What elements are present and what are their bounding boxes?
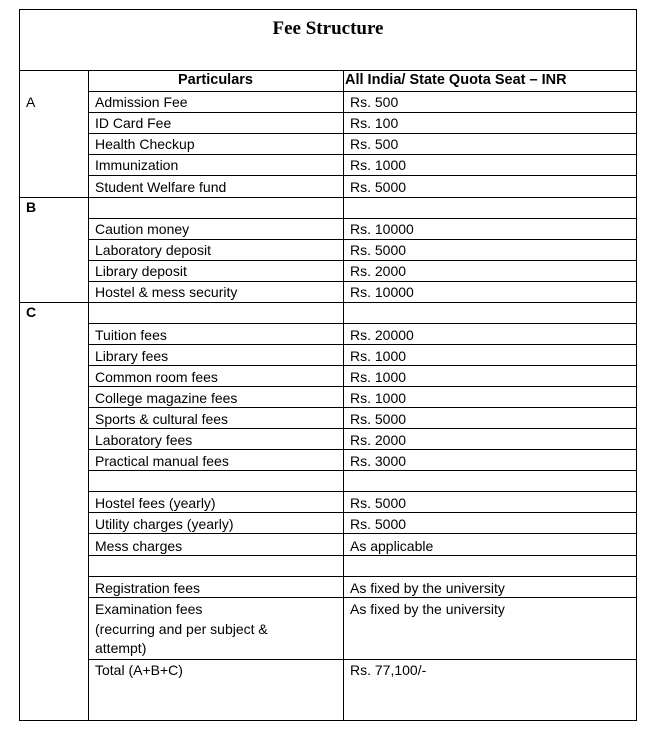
amount-cell: Rs. 3000 xyxy=(350,453,407,469)
column-divider-1 xyxy=(88,70,89,720)
particular-cell: Utility charges (yearly) xyxy=(95,516,234,532)
section-divider-ab xyxy=(19,197,637,198)
particular-cell: Mess charges xyxy=(95,538,183,554)
amount-cell: As fixed by the university xyxy=(350,580,505,596)
amount-cell: Rs. 1000 xyxy=(350,348,407,364)
table-border-bottom xyxy=(19,720,637,721)
particular-cell: Examination fees xyxy=(95,601,203,617)
header-amount: All India/ State Quota Seat – INR xyxy=(345,72,567,88)
particular-cell: Laboratory fees xyxy=(95,432,193,448)
particular-cell: Common room fees xyxy=(95,369,218,385)
particular-cell: Hostel & mess security xyxy=(95,284,238,300)
particular-cell: Student Welfare fund xyxy=(95,179,227,195)
table-border-top xyxy=(19,9,637,10)
particular-cell: Library deposit xyxy=(95,263,187,279)
header-particulars: Particulars xyxy=(178,72,253,88)
page-title: Fee Structure xyxy=(272,18,384,39)
particular-cell: Caution money xyxy=(95,221,190,237)
section-divider-bc xyxy=(19,302,637,303)
amount-cell: Rs. 500 xyxy=(350,136,399,152)
particular-cell: Sports & cultural fees xyxy=(95,411,229,427)
particular-cell: Laboratory deposit xyxy=(95,242,211,258)
total-label: Total (A+B+C) xyxy=(95,662,183,678)
particular-cell: (recurring and per subject & xyxy=(95,621,268,637)
particular-cell: College magazine fees xyxy=(95,390,238,406)
particular-cell: Health Checkup xyxy=(95,136,195,152)
amount-cell: Rs. 1000 xyxy=(350,157,407,173)
section-label-c: C xyxy=(26,304,37,320)
particular-cell: attempt) xyxy=(95,640,147,656)
column-divider-2 xyxy=(343,70,344,720)
amount-cell: Rs. 5000 xyxy=(350,411,407,427)
particular-cell: Hostel fees (yearly) xyxy=(95,495,216,511)
title-divider xyxy=(19,70,637,71)
amount-cell: Rs. 1000 xyxy=(350,390,407,406)
amount-cell: Rs. 10000 xyxy=(350,221,414,237)
amount-cell: Rs. 5000 xyxy=(350,179,407,195)
particular-cell: Registration fees xyxy=(95,580,201,596)
amount-cell: As fixed by the university xyxy=(350,601,505,617)
particular-cell: Practical manual fees xyxy=(95,453,229,469)
amount-cell: Rs. 1000 xyxy=(350,369,407,385)
amount-cell: Rs. 10000 xyxy=(350,284,414,300)
amount-cell: As applicable xyxy=(350,538,434,554)
table-border-left xyxy=(19,9,20,720)
particular-cell: Admission Fee xyxy=(95,94,188,110)
particular-cell: ID Card Fee xyxy=(95,115,172,131)
particular-cell: Immunization xyxy=(95,157,179,173)
particular-cell: Library fees xyxy=(95,348,169,364)
total-amount: Rs. 77,100/- xyxy=(350,662,427,678)
amount-cell: Rs. 5000 xyxy=(350,495,407,511)
section-label-b: B xyxy=(26,199,37,215)
amount-cell: Rs. 5000 xyxy=(350,516,407,532)
section-label-a: A xyxy=(26,94,36,110)
amount-cell: Rs. 100 xyxy=(350,115,399,131)
amount-cell: Rs. 2000 xyxy=(350,432,407,448)
amount-cell: Rs. 500 xyxy=(350,94,399,110)
amount-cell: Rs. 5000 xyxy=(350,242,407,258)
amount-cell: Rs. 2000 xyxy=(350,263,407,279)
amount-cell: Rs. 20000 xyxy=(350,327,414,343)
particular-cell: Tuition fees xyxy=(95,327,167,343)
